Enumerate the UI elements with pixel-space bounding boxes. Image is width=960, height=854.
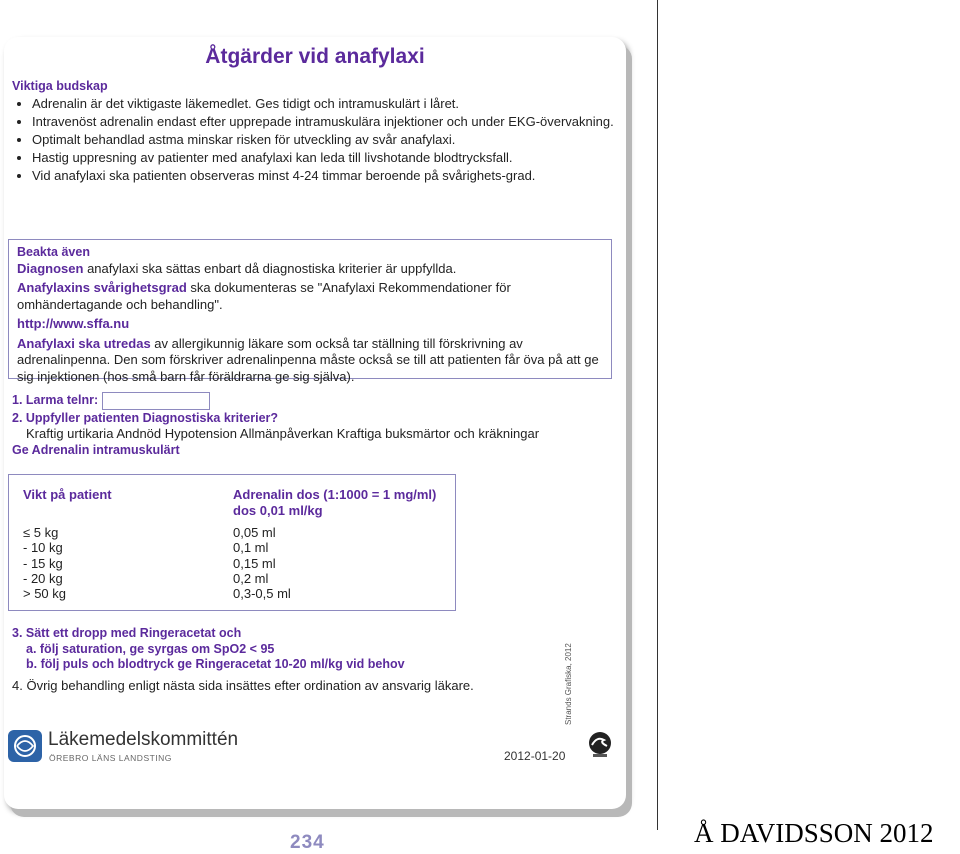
ge-adrenalin: Ge Adrenalin intramuskulärt [12,443,180,457]
beakta-svarighetsgrad [17,280,603,313]
dose-table [8,474,456,611]
phone-number-field[interactable] [102,392,210,410]
dose-header-line1: Adrenalin dos (1:1000 = 1 mg/ml) [233,487,437,502]
beakta-box [8,239,612,384]
sffa-link[interactable]: http://www.sffa.nu [17,316,130,331]
beakta-diagnos [17,261,603,278]
step-3b: b. följ puls och blodtryck ge Ringeracetat 10-20 ml/kg vid behov [26,657,405,671]
dose-cell: 0,15 ml [233,555,276,571]
svarighetsgrad-text: ska dokumenteras se "Anafylaxi Rekommendationer för omhändertagande och behandling". [17,280,511,312]
step-4: 4. Övrig behandling enligt nästa sida insättes efter ordination av ansvarig läkare. [12,678,474,693]
steps-section [12,392,612,458]
step-1 [12,392,612,410]
dose-cell: 0,2 ml [233,570,269,586]
weight-cell: > 50 kg [23,586,67,602]
dose-cell: 0,1 ml [233,540,269,556]
beakta-heading: Beakta även [17,245,90,259]
beakta-utredas [17,336,603,386]
step-3 [12,626,612,673]
weight-header: Vikt på patient [23,487,112,502]
dose-header [233,487,436,519]
criteria-text: Kraftig urtikaria Andnöd Hypotension Allmänpåverkan Kraftiga buksmärtor och kräkningar [26,426,540,441]
org-subtitle: ÖREBRO LÄNS LANDSTING [49,753,172,763]
diagnos-text: anafylaxi ska sättas enbart då diagnostiska kriterier är uppfyllda. [83,260,457,276]
list-item: • Intravenöst adrenalin endast efter upprepade intramuskulära injektioner och under EKG-övervakning. [32,113,632,131]
svarighetsgrad-label: Anafylaxins svårighetsgrad [17,280,187,295]
diagnos-label: Diagnosen [17,260,84,276]
divider-line [657,0,658,830]
page-number: 234 [290,832,325,853]
dose-cell: 0,05 ml [233,525,276,540]
lakemedelskommitten-logo-icon [8,730,42,762]
step-1-label: 1. Larma telnr: [12,393,99,407]
step-2: 2. Uppfyller patienten Diagnostiska kriterier? [12,411,279,425]
step-3a: a. följ saturation, ge syrgas om SpO2 < 95 [26,641,275,656]
list-item: • Adrenalin är det viktigaste läkemedlet. Ges tidigt och intramuskulärt i låret. [32,95,632,113]
utredas-label: Anafylaxi ska utredas [17,335,151,351]
list-item: • Optimalt behandlad astma minskar risken för utveckling av svår anafylaxi. [32,131,632,149]
swan-ecolabel-icon [585,730,615,758]
dose-column [233,525,291,601]
author-credit: Å DAVIDSSON 2012 [694,818,934,848]
weight-cell: ≤ 5 kg [23,525,59,540]
dose-cell: 0,3-0,5 ml [233,586,291,602]
list-item: • Hastig uppresning av patienter med anafylaxi kan leda till livshotande blodtrycksfall. [32,149,632,167]
document-card [4,37,626,809]
utredas-text: av allergikunnig läkare som också tar ställning till förskrivning av adrenalinpenna. Den som förskriver adrenalinpenna måste också se till att patienten får öva på att ge sig injektionen (hos små barn får föräldrarna ge sig själva). [17,335,599,384]
page-title: Åtgärder vid anafylaxi [205,45,425,68]
weight-cell: - 15 kg [23,555,63,571]
weight-cell: - 10 kg [23,540,63,556]
viktiga-list [12,95,632,185]
org-name: Läkemedelskommittén [48,729,239,750]
viktiga-heading: Viktiga budskap [12,79,108,93]
weight-column [23,525,66,601]
document-date: 2012-01-20 [504,749,566,763]
dose-header-line2: dos 0,01 ml/kg [233,503,323,518]
printer-credit: Strands Grafiska, 2012 [564,643,573,725]
step-3-line: 3. Sätt ett dropp med Ringeracetat och [12,626,242,640]
weight-cell: - 20 kg [23,570,63,586]
list-item: • Vid anafylaxi ska patienten observeras minst 4-24 timmar beroende på svårighets-grad. [32,167,632,185]
